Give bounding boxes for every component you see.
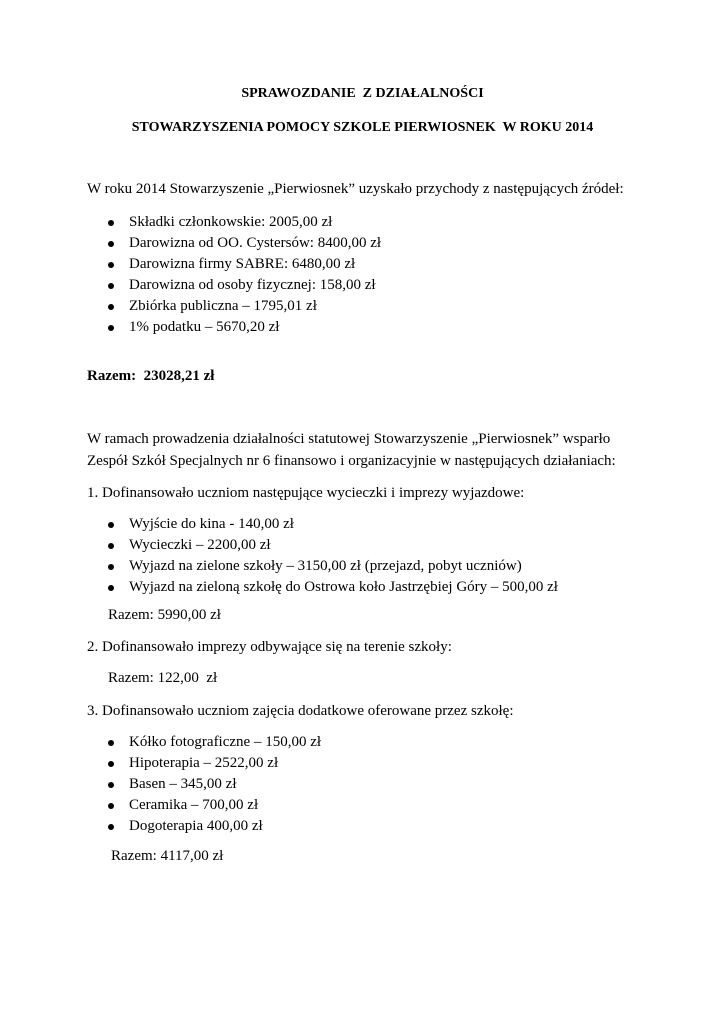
- list-item: Wyjście do kina - 140,00 zł: [108, 514, 558, 535]
- section1-list: [108, 514, 558, 598]
- bullet-icon: [108, 585, 114, 591]
- bullet-icon: [108, 283, 114, 289]
- report-subtitle: STOWARZYSZENIA POMOCY SZKOLE PIERWIOSNEK W ROKU 2014: [131, 120, 594, 135]
- bullet-icon: [108, 761, 114, 767]
- section1-heading: 1. Dofinansowało uczniom następujące wycieczki i imprezy wyjazdowe:: [87, 485, 525, 501]
- list-item: Darowizna od osoby fizycznej: 158,00 zł: [108, 275, 381, 296]
- bullet-icon: [108, 543, 114, 549]
- list-item: Wycieczki – 2200,00 zł: [108, 535, 558, 556]
- bullet-icon: [108, 241, 114, 247]
- list-item: Składki członkowskie: 2005,00 zł: [108, 212, 381, 233]
- list-item: Darowizna od OO. Cystersów: 8400,00 zł: [108, 233, 381, 254]
- list-item: Basen – 345,00 zł: [108, 774, 321, 795]
- bullet-icon: [108, 262, 114, 268]
- bullet-icon: [108, 304, 114, 310]
- section3-total: Razem: 4117,00 zł: [111, 848, 224, 864]
- income-total: Razem: 23028,21 zł: [87, 368, 215, 384]
- bullet-icon: [108, 220, 114, 226]
- list-item: 1% podatku – 5670,20 zł: [108, 317, 381, 338]
- activities-intro-line1: W ramach prowadzenia działalności statutowej Stowarzyszenie „Pierwiosnek” wsparło: [87, 431, 611, 447]
- bullet-icon: [108, 824, 114, 830]
- activities-intro-line2: Zespół Szkół Specjalnych nr 6 finansowo i organizacyjnie w następujących działaniach:: [87, 453, 616, 469]
- bullet-icon: [108, 782, 114, 788]
- income-list: [108, 212, 381, 338]
- section2-heading: 2. Dofinansowało imprezy odbywające się na terenie szkoły:: [87, 639, 452, 655]
- list-item: Wyjazd na zielone szkoły – 3150,00 zł (przejazd, pobyt uczniów): [108, 556, 558, 577]
- section1-total: Razem: 5990,00 zł: [108, 607, 221, 623]
- list-item: Zbiórka publiczna – 1795,01 zł: [108, 296, 381, 317]
- list-item: Wyjazd na zieloną szkołę do Ostrowa koło Jastrzębiej Góry – 500,00 zł: [108, 577, 558, 598]
- list-item: Dogoterapia 400,00 zł: [108, 816, 321, 837]
- bullet-icon: [108, 522, 114, 528]
- bullet-icon: [108, 564, 114, 570]
- list-item: Hipoterapia – 2522,00 zł: [108, 753, 321, 774]
- section3-heading: 3. Dofinansowało uczniom zajęcia dodatkowe oferowane przez szkołę:: [87, 703, 514, 719]
- bullet-icon: [108, 740, 114, 746]
- section3-list: [108, 732, 321, 837]
- list-item: Darowizna firmy SABRE: 6480,00 zł: [108, 254, 381, 275]
- report-title: SPRAWOZDANIE Z DZIAŁALNOŚCI: [241, 86, 484, 101]
- list-item: Kółko fotograficzne – 150,00 zł: [108, 732, 321, 753]
- income-intro: W roku 2014 Stowarzyszenie „Pierwiosnek” uzyskało przychody z następujących źródeł:: [87, 181, 624, 197]
- list-item: Ceramika – 700,00 zł: [108, 795, 321, 816]
- bullet-icon: [108, 803, 114, 809]
- section2-total: Razem: 122,00 zł: [108, 670, 218, 686]
- bullet-icon: [108, 325, 114, 331]
